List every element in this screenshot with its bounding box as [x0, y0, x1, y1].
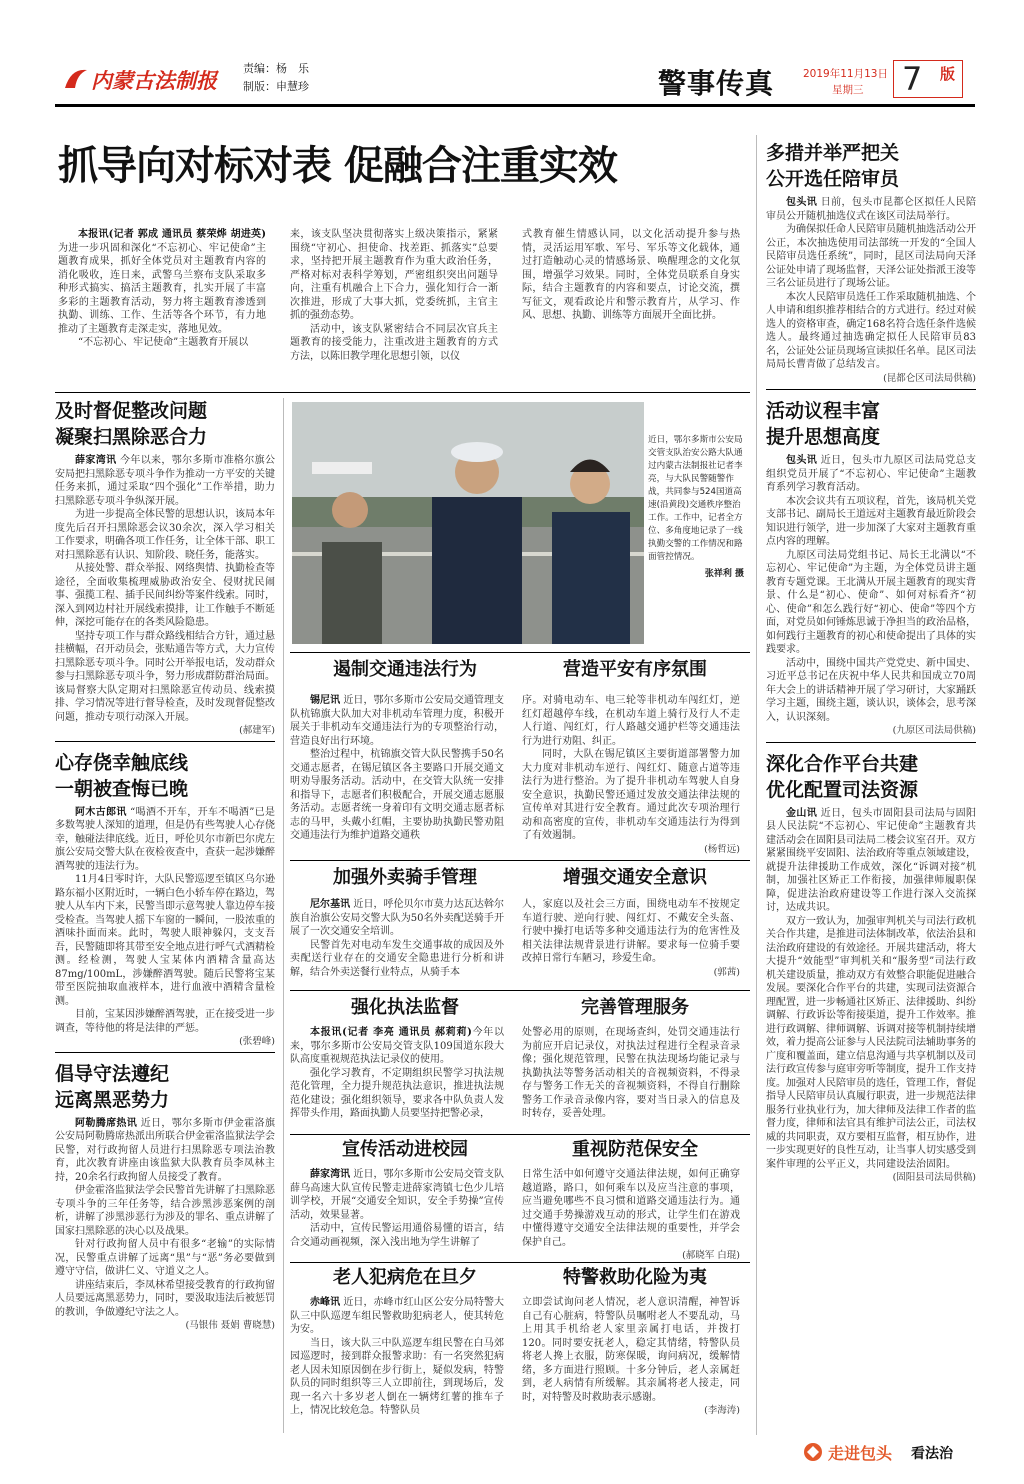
mid-rule-4: [290, 1262, 750, 1263]
mid-a5-byline: 赤峰讯: [310, 1297, 341, 1308]
mid-a1-headline-right: 营造平安有序氛围: [563, 659, 707, 680]
article-r1-p2: 为确保拟任命人民陪审员随机抽选活动公开公正，本次抽选使用司法部统一开发的“全国人民陪审员选任系统”，同时，昆区司法局向天泽公证处申请了现场监督，天泽公证处指派王浚等三名公证员进行了现场公证。: [766, 224, 976, 289]
mid-a4-headline-right: 重视防范保安全: [572, 1139, 698, 1160]
mid-a4-col1: [290, 1168, 504, 1249]
mid-a4-credit: (郝晓军 白琨): [682, 1250, 740, 1261]
article-b2-p2: 11月4日零时许，大队民警巡逻至镇区乌尔逊路东福小区附近时，一辆白色小轿车停在路边，驾驶人从车内下来，民警当即示意驾驶人靠边停车接受检查。当驾驶人摇下车窗的一瞬间，一股浓重的酒味扑面而来。此时，驾驶人眼神躲闪，支支吾吾，民警随即将其带至安全地点进行呼气式酒精检测。经检测，驾驶人宝某体内酒精含量高达87mg/100mL，涉嫌醉酒驾驶。随后民警将宝某带至医院抽取血液样本，进行血液中酒精含量检测。: [55, 874, 275, 1007]
mid-a4-byline: 薛家湾讯: [310, 1169, 351, 1180]
mid-a2-p2: 民警首先对电动车发生交通事故的成因及外卖配送行业存在的交通安全隐患进行分析和讲解，结合外卖送餐行业特点，从骑手本: [290, 939, 504, 978]
mid-a4-p2: 活动中，宣传民警运用通俗易懂的语言，结合交通动画视频，深入浅出地为学生讲解了: [290, 1223, 504, 1248]
lead-text-1: 为进一步巩固和深化“不忘初心、牢记使命”主题教育成果，抓好全体党员对主题教育内容的消化吸收，连日来，武警乌兰察布支队采取多种形式搞实、搞活主题教育，扎实开展了丰富多彩的主题教育活动，努力将主题教育渗透到执勤、训练、工作、生活等各个环节，有力地推动了主题教育走深走实，落地见效。: [58, 242, 266, 335]
mid-a2-col2: [522, 898, 740, 979]
mid-a2-p1: 近日，呼伦贝尔市莫力达瓦达斡尔族自治旗公安局交警大队为50名外卖配送骑手开展了一次交通安全培训。: [290, 899, 505, 937]
article-r1-headline-1: 多措并举严把关: [766, 142, 900, 164]
mid-a5-p1: 近日，赤峰市红山区公安分局特警大队三中队巡逻车组民警救助犯病老人，使其转危为安。: [290, 1297, 505, 1335]
mid-a5-p2: 当日，该大队三中队巡逻车组民警在白马郊园巡逻时，接到群众报警求助：有一名突然犯病老人因未知原因倒在步行街上，疑似发病，特警队员的同时组织等三人立即前往，到现场后，发现一名六十多岁老人倒在一辆烤红薯的推车子上，情况比较危急。特警队员: [290, 1337, 504, 1416]
article-b1-headline-2: 凝聚扫黑除恶合力: [55, 426, 208, 448]
lead-bottom-rule: [55, 392, 750, 393]
mid-a5-col2: [522, 1296, 740, 1418]
lead-text-3: 来，该支队坚决贯彻落实上级决策指示，紧紧围绕“守初心、担使命、找差距、抓落实”总要求，坚持把开展主题教育作为重大政治任务，严格对标对表科学筹划，严密组织突出问题导向，注重有机融合上下合力，强化知行合一渐次推进，形成了大事大抓，党委统抓，主官主抓的强劲态势。: [290, 229, 498, 321]
article-r3-headline-2: 优化配置司法资源: [766, 778, 919, 801]
editor-line: 责编：杨 乐: [243, 62, 309, 75]
article-b3-credit: (马银伟 聂娟 曹晓慧): [185, 1320, 275, 1331]
article-r2-headline-2: 提升思想高度: [766, 426, 881, 448]
section-title: 警事传真: [658, 67, 775, 100]
page-number: 7: [902, 60, 923, 98]
mid-a2-headline-right: 增强交通安全意识: [563, 867, 707, 888]
mid-a3-p1: 今年以来，鄂尔多斯市公安局交管支队109国道东段大队高度重视规范执法记录仪的使用。: [290, 1027, 504, 1065]
mid-a1-headline-left: 遏制交通违法行为: [333, 659, 477, 680]
footer-logo-icon: [802, 1442, 824, 1462]
article-r3-credit: (固阳县司法局供稿): [892, 1172, 976, 1183]
lead-col-1: [58, 228, 266, 350]
article-b1-credit: (郝建军): [239, 725, 275, 736]
logo-emblem-icon: [63, 66, 89, 92]
producer-line: 制版：申慧珍: [243, 80, 309, 93]
lead-byline: 本报讯(记者 郭成 通讯员 蔡荣烨 胡进英): [78, 229, 266, 240]
article-r3-headline-1: 深化合作平台共建: [766, 752, 919, 775]
right-rule-2: [766, 742, 976, 743]
lead-col-2: [290, 228, 498, 363]
article-b3-byline: 阿勒腾席热讯: [75, 1117, 138, 1129]
article-b3-p4: 讲座结束后，李凤林希望接受教育的行政拘留人员要远离黑恶势力，同时，要汲取违法后被惩罚的教训，争做遵纪守法之人。: [55, 1279, 275, 1318]
mid-a1-p3: 序。对骑电动车、电三轮等非机动车闯红灯，逆红灯超越停车线，在机动车道上骑行及行人不走人行道、闯红灯，行人路越交通护栏等交通违法行为进行劝阻、纠正。: [522, 695, 740, 747]
mid-a4-p1: 近日，鄂尔多斯市公安局交管支队薛乌高速大队宣传民警走进薛家湾镇七色少儿培训学校，开展“交通安全知识，安全手势操”宣传活动，效果显著。: [290, 1169, 505, 1221]
article-r1-p3: 本次人民陪审员选任工作采取随机抽选、个人申请和组织推荐相结合的方式进行。经过对候选人的资格审查，确定168名符合选任条件选候选人。最终通过抽选确定拟任人民陪审员83名，公证处公证员现场宣读拟任名单。昆区司法局局长曹青做了总结发言。: [766, 291, 976, 370]
left-rule-1: [55, 741, 275, 742]
photo-caption-box: [648, 434, 744, 579]
news-photo: [292, 402, 644, 644]
photo-caption: 近日，鄂尔多斯市公安局交管支队治安公路大队通过内蒙古法制报社记者李亮，与大队民警随警作战，共同参与524国道高速(沿黄段)交通秩序整治工作。工作中，记者全方位、多角度地记录了一线执勤交警的工作情况和路面管控情况。: [648, 435, 743, 562]
mid-a1-credit: (杨哲远): [704, 843, 740, 855]
lead-text-2: “不忘初心、牢记使命”主题教育开展以: [78, 337, 249, 348]
article-b1-p3: 从接处警、群众举报、网络舆情、执勤检查等途径，全面收集梳理威胁政治安全、侵财扰民闹事、强揽工程、插手民间纠纷等案件线索。同时，深入到网边村社开展线索摸排，让工作触手不断延伸，深挖可能存在的各类风险隐患。: [55, 563, 275, 628]
left-column: [55, 398, 275, 1333]
article-b3-headline-1: 倡导守法遵纪: [55, 1062, 170, 1085]
mid-a5-p3: 立即尝试询问老人情况，老人意识清醒，神智诉自己有心脏病，特警队员嘱咐老人不要乱动，马上用其手机给老人家里亲属打电话，并拨打120。同时要安抚老人，稳定其情绪，特警队员将老人搀上衣服，防寒保暖，询问病况，缓解情绪，多方面进行照顾。十多分钟后，老人亲属赶到，老人病情有所缓解。其亲属将老人接走，同时，对特警及时救助表示感谢。: [522, 1297, 740, 1403]
article-b2-p3: 目前，宝某因涉嫌醉酒驾驶，正在接受进一步调查，等待他的将是法律的严惩。: [55, 1009, 275, 1034]
mid-a1-byline: 锡尼讯: [310, 695, 341, 706]
article-b2-byline: 阿木古郎讯: [75, 806, 127, 818]
article-r3-byline: 金山讯: [786, 807, 818, 819]
article-r2-credit: (九原区司法局供稿): [892, 725, 976, 736]
mid-a4-headline-left: 宣传活动进校园: [342, 1139, 468, 1160]
mid-a2-byline: 尼尔基讯: [310, 899, 351, 910]
police-officers-image: [292, 402, 644, 644]
mid-a5-col1: [290, 1296, 504, 1418]
mid-a2-p3: 人，家庭以及社会三方面，围绕电动车不按规定车道行驶、逆向行驶、闯红灯、不戴安全头盔、行驶中操打电话等多种交通违法行为的危害性及相关法律法规背景进行讲解。要求每一位骑手要改掉日常行车陋习，珍爱生命。: [522, 899, 740, 964]
article-b3-p1: 近日，鄂尔多斯市伊金霍洛旗公安局阿勒腾席热派出所联合伊金霍洛监狱法学会民警，对行政拘留人员进行扫黑除恶专项法治教育，此次教育讲座由该监狱大队教育员李凤林主持，20余名行政拘留人员接受了教育。: [55, 1117, 276, 1183]
lead-text-5: 式教育催生情感认同，以文化活动提升参与热情，灵活运用军歌、军号、军乐等文化载体，通过打造触动心灵的情感场景、唤醒理念的文化氛围，增强学习效果。同时，全体党员联系自身实际，结合主题教育的内容和要点，讨论交流，撰写征文，观看政论片和警示教育片，从学习、作风、思想、执勤、训练等方面展开全面比拼。: [522, 229, 740, 321]
mid-a3-col1: [290, 1026, 504, 1121]
mid-a3-p3: 处警必用的原则，在现场查纠，处罚交通违法行为前应开启记录仪，对执法过程进行全程录音录像；强化规范管理，民警在执法现场均能记录与执勤执法等警务活动相关的音视频资料，不得录存与警务工作无关的音视频资料，不得自行删除警务工作录音录像内容，要对当日录入的信息及时转存，妥善处理。: [522, 1027, 740, 1119]
article-b1-p1: 今年以来，鄂尔多斯市准格尔旗公安局把扫黑除恶专项斗争作为推动一方平安的关键任务来抓，通过采取“四个强化”工作举措，助力扫黑除恶专项斗争纵深开展。: [55, 455, 276, 507]
article-b2-credit: (张碧峰): [239, 1036, 275, 1047]
mid-rule-1: [290, 860, 750, 861]
article-b3-p3: 针对行政拘留人员中有很多“老输”的实际情况，民警重点讲解了远离“黑”与“恶”务必要做到遵守守信，做讲仁义、守道义之人。: [55, 1239, 275, 1277]
mid-rule-3: [290, 1134, 750, 1135]
footer-badge: [766, 1438, 976, 1466]
mid-a3-p2: 强化学习教育，不定期组织民警学习执法规范化管理，全力提升规范执法意识，推进执法规范化建设；强化组织领导，要求各中队负责人发挥带头作用，路面执勤人员要坚持把警必录，: [290, 1067, 504, 1119]
article-b1-p4: 坚持专项工作与群众路线相结合方针，通过悬挂横幅，召开动员会，张贴通告等方式，大力宣传扫黑除恶专项斗争。同时公开举报电话，发动群众参与扫黑除恶专项斗争，努力形成群防群治局面。该局督察大队定期对扫黑除恶宣传动员、线索摸排、学习情况等进行督导检查，及时发现督促整改问题，推动专项行动深入开展。: [55, 630, 275, 723]
masthead-rule: [55, 104, 975, 107]
mid-a4-p3: 日常生活中如何遵守交通法律法规，如何正确穿越道路，路口，如何乘车以及应当注意的事项，应当避免哪些不良习惯和道路交通违法行为。通过交通手势操游戏互动的形式，让学生们在游戏中懂得遵守交通安全法律法规的重要性，并学会保护自己。: [522, 1169, 740, 1248]
article-b1-headline-1: 及时督促整改问题: [55, 400, 208, 422]
article-r1-byline: 包头讯: [786, 197, 818, 208]
photo-credit: 张祥利 摄: [704, 569, 744, 579]
mid-a5-headline-left: 老人犯病危在旦夕: [333, 1267, 477, 1288]
left-divider: [283, 398, 284, 1433]
mid-a2-credit: (郭茜): [713, 966, 740, 978]
article-b2-headline-2: 一朝被查悔已晚: [55, 777, 189, 800]
mid-a1-p1: 近日，鄂尔多斯市公安局交通管理支队杭锦旗大队加大对非机动车管理力度，积极开展关于非机动车交通违法行为的专项整治行动，营造良好出行环境。: [290, 695, 505, 747]
mid-rule-2: [290, 990, 750, 991]
mid-a1-p4: 同时，大队在锡尼镇区主要街道部署警力加大力度对非机动车逆行、闯红灯、随意占道等违法行为进行整治。为了提升非机动车驾驶人自身安全意识，执勤民警还通过发放交通法律法规的宣传单对其进行安全教育。通过此次专项治理行动和高密度的宣传，非机动车交通违法行为得到了有效遏制。: [522, 749, 740, 841]
article-b3-headline-2: 远离黑恶势力: [55, 1088, 170, 1111]
masthead: [55, 58, 975, 106]
article-b2-p1: “喝酒不开车，开车不喝酒”已是多数驾驶人深知的道理，但是仍有些驾驶人心存侥幸，触碰法律底线。近日，呼伦贝尔市新巴尔虎左旗公安局交警大队在夜检夜查中，查获一起涉嫌醉酒驾驶的违法行为。: [55, 806, 276, 872]
paper-name: 内蒙古法制报: [91, 68, 217, 93]
article-r2-headline-1: 活动议程丰富: [766, 400, 881, 422]
mid-a1-col2: [522, 694, 740, 856]
mid-a5-headline-right: 特警救助化险为夷: [563, 1267, 707, 1288]
article-r1-credit: (昆都仑区司法局供稿): [883, 372, 976, 384]
article-r1-p1: 日前，包头市昆都仑区拟任人民陪审员公开随机抽选仪式在该区司法局举行。: [766, 197, 977, 222]
mid-a2-col1: [290, 898, 504, 979]
mid-a4-col2: [522, 1168, 740, 1263]
article-r2-p1: 近日，包头市九原区司法局党总支组织党员开展了“不忘初心、牢记使命”主题教育系列学习教育活动。: [766, 455, 977, 493]
article-r2-p2: 本次会议共有五项议程，首先，该局机关党支部书记、副局长王道远对主题教育最近阶段会知识进行领学，进一步加深了大家对主题教育重点内容的理解。: [766, 495, 976, 547]
footer-logo-text: 走进包头: [828, 1444, 893, 1463]
article-b2-headline-1: 心存侥幸触底线: [55, 751, 189, 774]
right-column: [766, 140, 976, 1185]
article-r1-headline-2: 公开选任陪审员: [766, 168, 900, 190]
article-r3-p1: 近日，包头市固阳县司法局与固阳县人民法院“不忘初心、牢记使命”主题教育共建活动会在固阳县司法局二楼会议室召开。双方紧紧围绕平安固阳、法治政府等重点领域建设，就提升法律援助工作成效，深化“诉调对接”机制，加强社区矫正工作衔接，加强律师履职保障，促进法治政府建设等工作进行深入交流探讨，达成共识。: [766, 807, 977, 913]
mid-a3-headline-right: 完善管理服务: [581, 997, 689, 1018]
mid-rule-0: [290, 652, 750, 653]
article-r3-p2: 双方一致认为，加强审判机关与司法行政机关合作共建，是推进司法体制改革，依法治县和法治政府建设的有效途径。开展共建活动，将大大提升“效能型”审判机关和“服务型”司法行政机关建设质量，推动双方有效整合职能促进融合发展。要深化合作平台的共建，实现司法资源合理配置，进一步畅通社区矫正、法律援助、纠纷调解、行政诉讼等衔接渠道，提升工作效率。推进行政调解、律师调解、诉调对接等机制持续增效，着力提高公证参与人民法院司法辅助事务的广度和覆盖面，建立信息沟通与共享机制以及司法行政宣传参与庭审旁听等制度，提升工作支持度。加强对人民陪审员的选任，管理工作，督促指导人民陪审员认真履行职责，进一步规范法律服务行业执业行为，加大律师及法律工作者的监督力度，律师和法官具有维护司法公正，司法权威的共同职责，双方要相互监督，相互协作，进一步实现更好的良性互动，让当事人切实感受到案件审理的公平正义，共同建设法治固阳。: [766, 915, 976, 1170]
footer-slogan: 看法治: [911, 1446, 953, 1462]
lead-headline: 抓导向对标对表 促融合注重实效: [58, 143, 617, 189]
mid-a1-p2: 整治过程中，杭锦旗交管大队民警携手50名交通志愿者，在锡尼镇区各主要路口开展交通文明劝导服务活动。活动中，在交管大队统一安排和指导下，志愿者们积极配合，开展交通志愿服务活动。志愿者统一身着印有文明交通志愿者标志的马甲，头戴小红帽，主要协助执勤民警劝阻交通违法行为维护道路交通秩: [290, 749, 504, 841]
page-number-box: [893, 60, 963, 98]
right-divider: [756, 135, 757, 1435]
mid-a3-headline-left: 强化执法监督: [351, 997, 459, 1018]
article-r2-byline: 包头讯: [786, 455, 818, 466]
article-r2-p4: 活动中，围绕中国共产党党史、新中国史、习近平总书记在庆祝中华人民共和国成立70周年大会上的讲话精神开展了学习研讨，大家踊跃学习主题，围绕主题，谈认识，谈体会，思考深入，认识深刻。: [766, 657, 976, 723]
mid-a5-credit: (李海涛): [704, 1405, 740, 1416]
page-unit: 版: [940, 65, 956, 83]
mid-a1-col1: [290, 694, 504, 843]
issue-weekday: 星期三: [832, 84, 864, 96]
lead-col-3: [522, 228, 740, 323]
paper-logo: [63, 62, 233, 96]
article-b3-p2: 伊金霍洛监狱法学会民警首先讲解了扫黑除恶专项斗争的三年任务等，结合涉黑涉恶案例的剖析，讲解了涉黑涉恶行为涉及的罪名、重点讲解了国家扫黑除恶的决心以及战果。: [55, 1185, 275, 1237]
lead-text-4: 活动中，该支队紧密结合不同层次官兵主题教育的接受能力，注重改进主题教育的方式方法，以陈旧教学理化思想引领，以仪: [290, 323, 498, 362]
issue-date: 2019年11月13日: [803, 68, 888, 80]
mid-a3-col2: [522, 1026, 740, 1121]
mid-a2-headline-left: 加强外卖骑手管理: [333, 867, 477, 888]
article-r2-p3: 九原区司法局党组书记、局长王北满以“不忘初心、牢记使命”为主题，为全体党员讲主题教育专题党课。王北满从开展主题教育的现实背景、什么是“初心、使命”、如何对标看齐“初心、使命”和怎么践行好“初心、使命”等四个方面，对党员如何锤炼思诚于净担当的政治品格，如何践行主题教育的初心和使命提出了具体的实践要求。: [766, 549, 976, 655]
article-b1-byline: 薛家湾讯: [75, 455, 117, 466]
right-rule-1: [766, 389, 976, 390]
article-b1-p2: 为进一步提高全体民警的思想认识，该局本年度先后召开扫黑除恶会议30余次，深入学习相关工作要求，明确各项工作任务，让全体干部、职工对扫黑除恶有认识、知阶段、晓任务，能落实。: [55, 509, 275, 561]
left-rule-2: [55, 1052, 275, 1053]
mid-a3-byline: 本报讯(记者 李亮 通讯员 郝莉莉): [310, 1027, 472, 1038]
